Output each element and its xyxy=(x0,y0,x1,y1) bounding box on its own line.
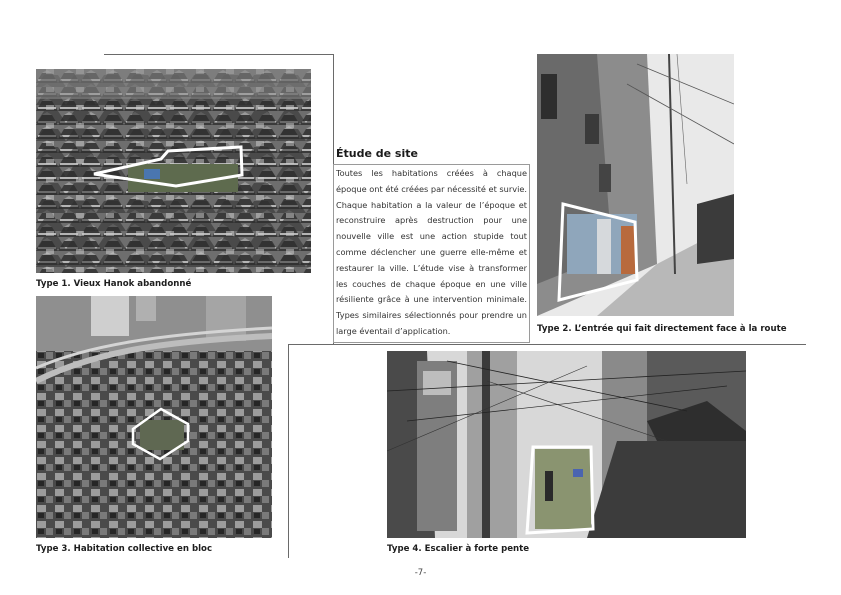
photo-type-1-hanok xyxy=(36,69,311,273)
photo-type-3-block-housing xyxy=(36,296,272,538)
caption-type-3: Type 3. Habitation collective en bloc xyxy=(36,544,213,554)
caption-type-4: Type 4. Escalier à forte pente xyxy=(387,544,530,554)
lower-vertical-rule xyxy=(288,344,289,558)
photo-type-2-entrance xyxy=(537,54,734,316)
page-number: -7- xyxy=(414,568,427,578)
lower-horizontal-rule xyxy=(288,344,806,345)
top-rule xyxy=(104,54,334,55)
section-title: Étude de site xyxy=(336,147,418,160)
photo-type-4-steep-stairs xyxy=(387,351,746,538)
caption-type-1: Type 1. Vieux Hanok abandonné xyxy=(36,279,192,289)
section-body-text: Toutes les habitations créées à chaque époque ont été créées par nécessité et survie. Chaque habitation a la valeur de l’époque et reconstruire après destruction pour une nouvelle ville est une action stupide tout comme déclencher une guerre elle-même et restaurer la ville. L’étude vise à transformer les couches de chaque époque en une ville résiliente grâce à une intervention minimale. Types similaires sélectionnés pour prendre un large éventail d’application. xyxy=(333,164,530,343)
caption-type-2: Type 2. L’entrée qui fait directement face à la route xyxy=(537,324,787,334)
